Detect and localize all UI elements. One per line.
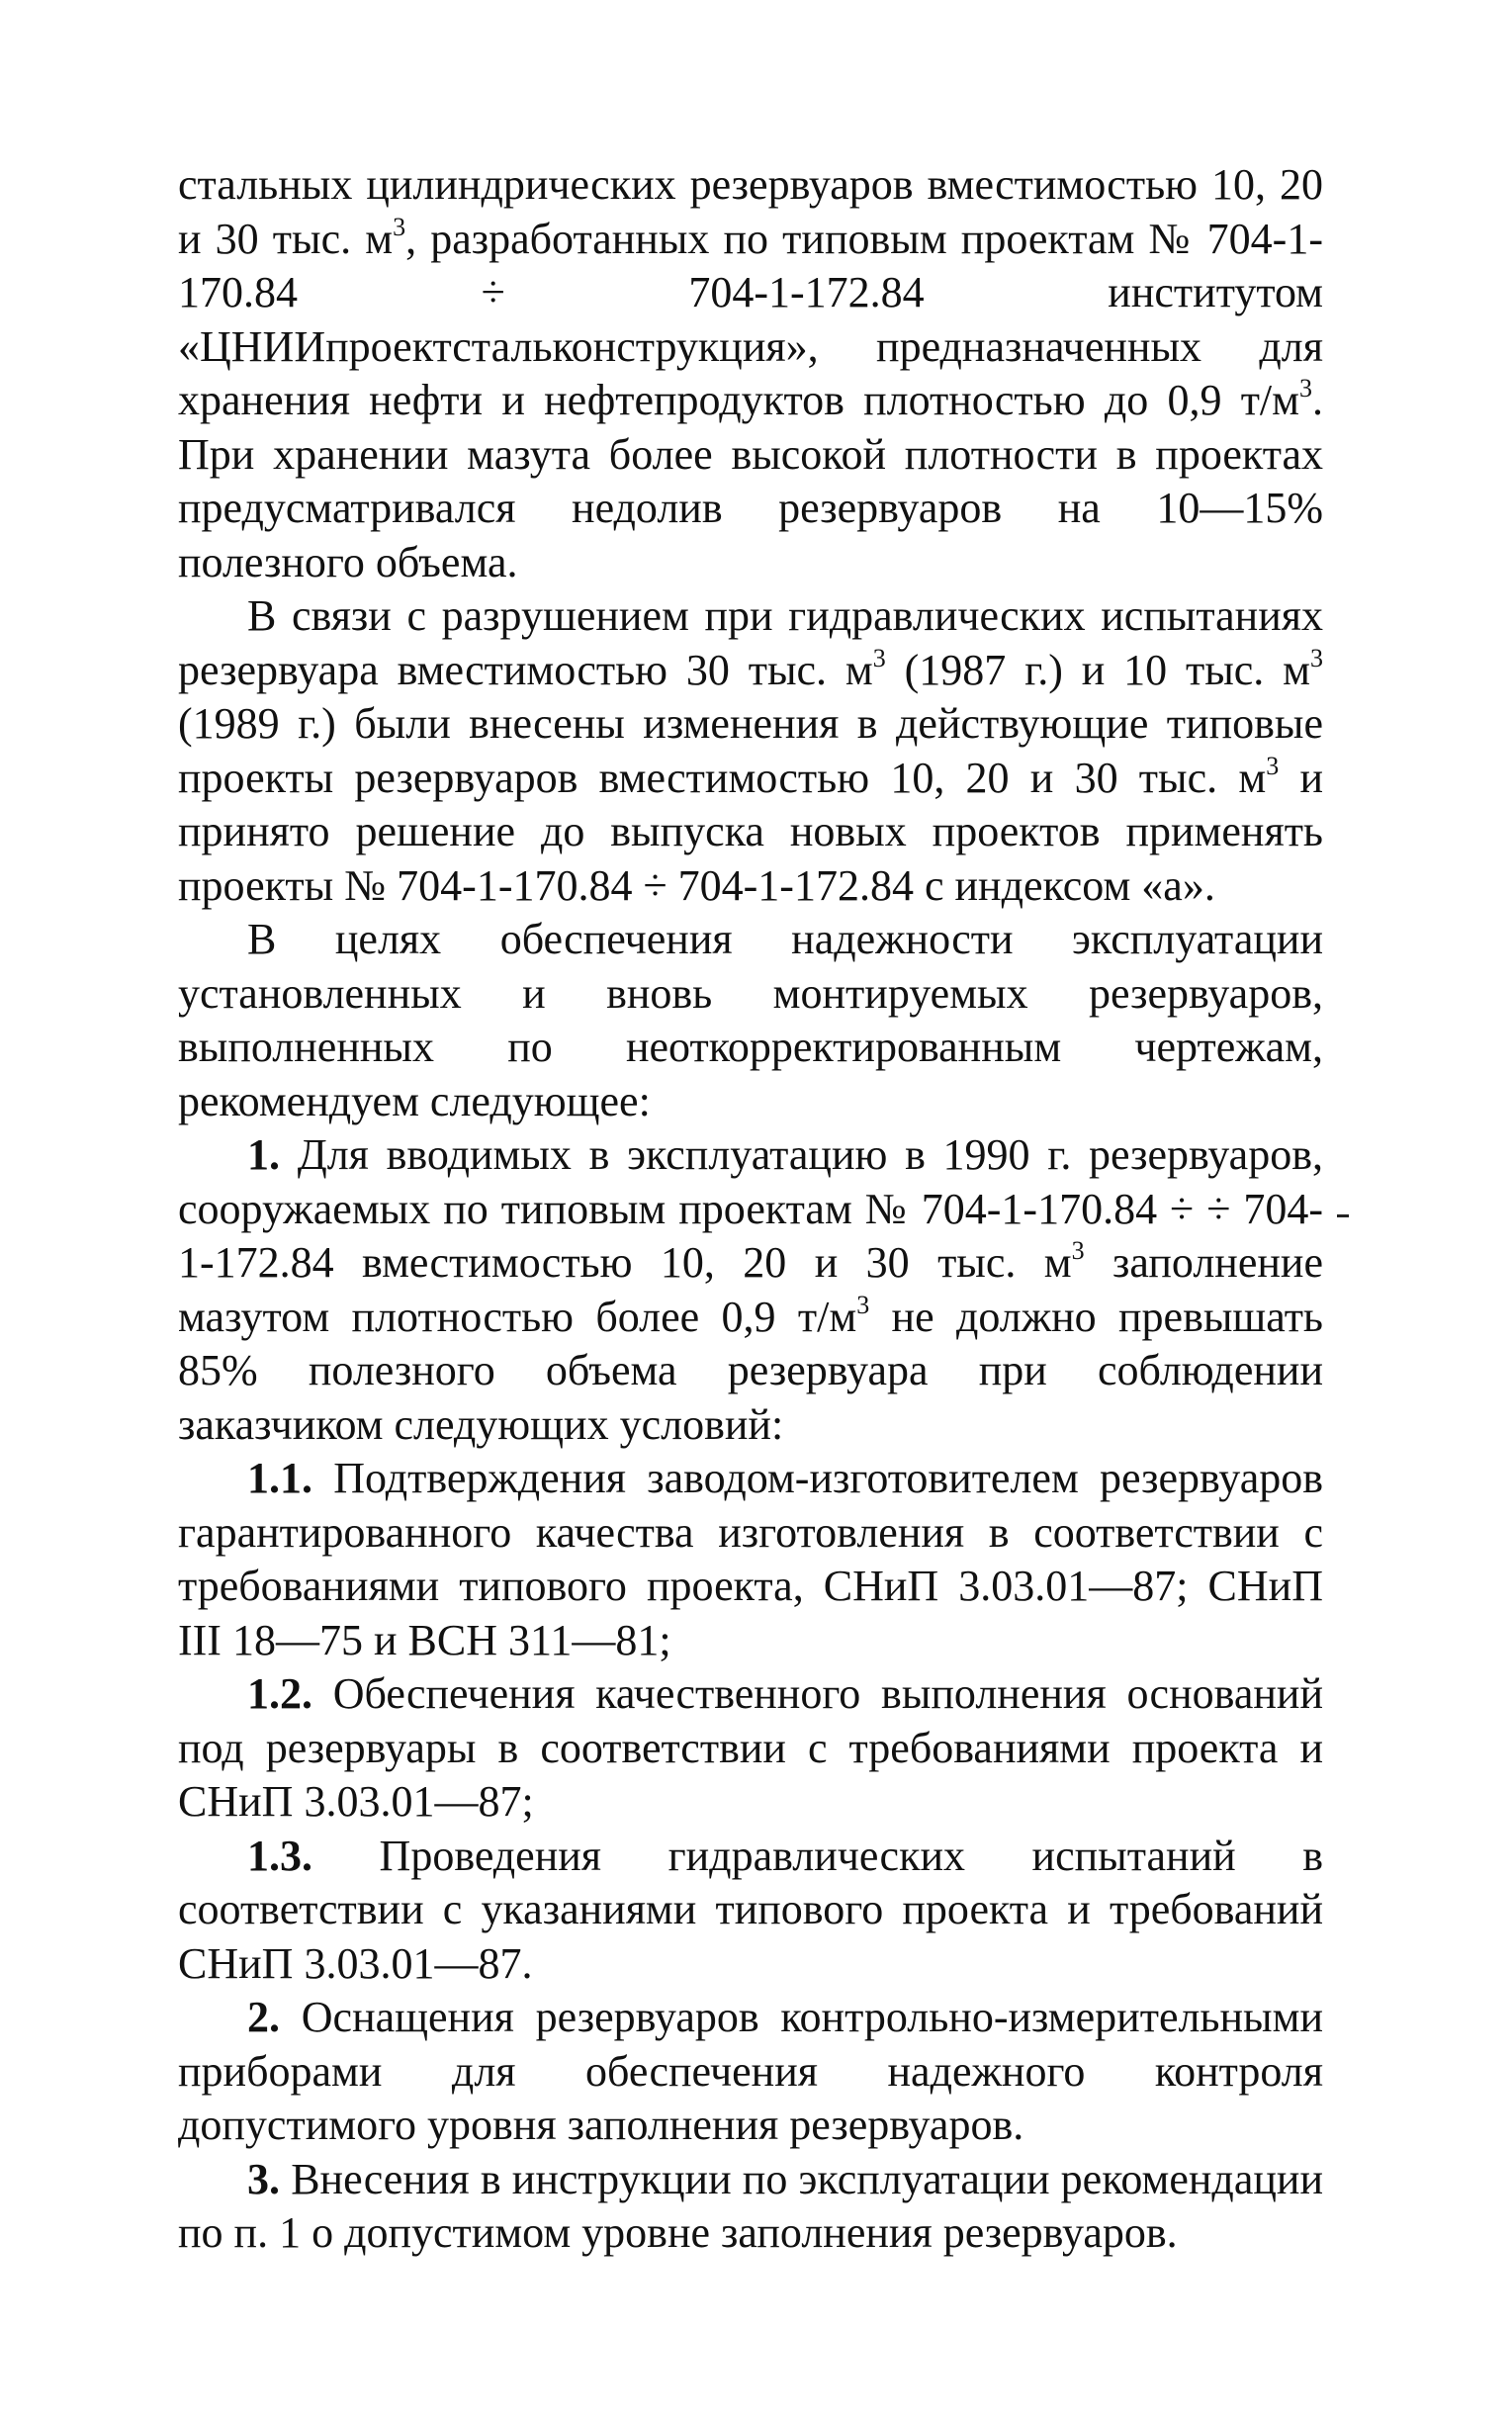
item-number: 3. [247,2154,280,2203]
text-run: Для вводимых в эксплуатацию в 1990 г. резервуаров, сооружаемых по типовым проектам № 704-1-170.84 ÷ ÷ 704-1-172.84 вместимостью 10, 20 и 30 тыс. м [178,1130,1323,1287]
document-page [178,158,1323,2261]
text-run: заполнение мазутом плотностью более 0,9 т/м [178,1238,1323,1341]
text-run: В связи с разрушением при гидравлических испытаниях резервуара вместимостью 30 тыс. м [178,591,1323,694]
text-run: Обеспечения качественного выполнения оснований под резервуары в соответствии с требованиями проекта и СНиП 3.03.01—87; [178,1669,1323,1826]
text-run: Внесения в инструкции по эксплуатации рекомендации по п. 1 о допустимом уровне заполнения резервуаров. [178,2154,1323,2257]
text-run: , разработанных по типовым проектам № 704-1-170.84 ÷ 704-1-172.84 институтом «ЦНИИпроектстальконструкция», предназначенных для хранения нефти и нефтепродуктов плотностью до 0,9 т/м [178,214,1323,424]
text-run: не должно превышать 85% полезного объема резервуара при соблюдении заказчиком следующих условий: [178,1292,1323,1449]
item-number: 1.1. [247,1454,312,1502]
item-number: 1.2. [247,1669,312,1718]
text-run: Подтверждения заводом-изготовителем резервуаров гарантированного качества изготовления в соответствии с требованиями типового проекта, СНиП 3.03.01—87; СНиП III 18—75 и ВСН 311—81; [178,1454,1323,1664]
paragraph-item-3 [178,2153,1323,2261]
paragraph-item-2 [178,1991,1323,2153]
superscript: 3 [872,643,886,672]
text-run: . При хранении мазута более высокой плотности в проектах предусматривался недолив резервуаров на 10—15% полезного объема. [178,376,1323,586]
text-run: Оснащения резервуаров контрольно-измерительными приборами для обеспечения надежного контроля допустимого уровня заполнения резервуаров. [178,1993,1323,2149]
paragraph-item-1-3 [178,1830,1323,1992]
text-run: и принято решение до выпуска новых проектов применять проекты № 704-1-170.84 ÷ 704-1-172.84 с индексом «а». [178,753,1324,910]
paragraph-item-1-2 [178,1667,1323,1830]
paragraph-tank-failures [178,589,1323,913]
superscript: 3 [393,212,406,241]
superscript: 3 [1071,1236,1085,1265]
item-number: 1.3. [247,1831,312,1880]
margin-dash-mark [1337,1214,1349,1217]
paragraph-item-1-1 [178,1452,1323,1667]
paragraph-recommendations-intro [178,913,1323,1128]
superscript: 3 [1310,643,1323,672]
superscript: 3 [856,1290,870,1319]
text-run: (1987 г.) и 10 тыс. м [885,645,1310,694]
superscript: 3 [1266,751,1280,780]
item-number: 2. [247,1993,280,2041]
paragraph-item-1 [178,1128,1323,1452]
text-run: В целях обеспечения надежности эксплуатации установленных и вновь монтируемых резервуаров, выполненных по неоткорректированным чертежам, рекомендуем следующее: [178,915,1323,1125]
paragraph-intro [178,158,1323,589]
item-number: 1. [247,1130,280,1179]
text-run: (1989 г.) были внесены изменения в действующие типовые проекты резервуаров вместимостью 10, 20 и 30 тыс. м [178,699,1323,802]
superscript: 3 [1299,374,1312,403]
text-run: Проведения гидравлических испытаний в соответствии с указаниями типового проекта и требований СНиП 3.03.01—87. [178,1831,1323,1988]
text-run: стальных цилиндрических резервуаров вместимостью 10, 20 и 30 тыс. м [178,160,1323,263]
